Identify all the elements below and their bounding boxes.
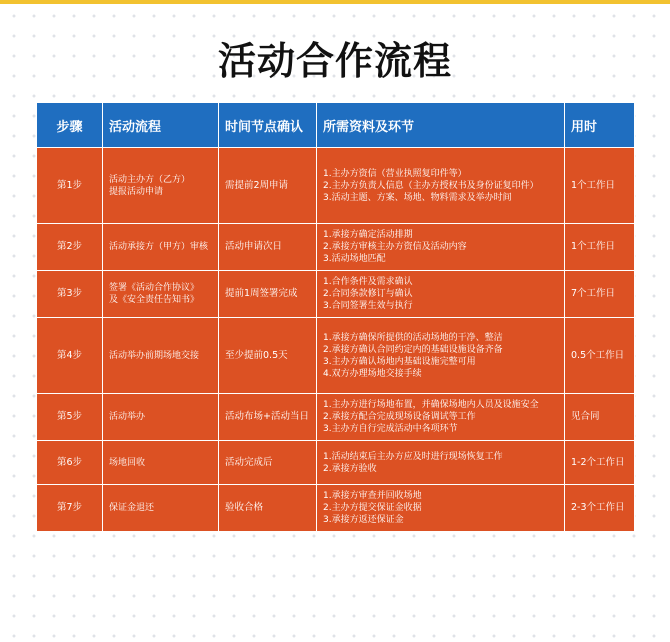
step-cell: 第2步 (37, 224, 103, 271)
process-line: 签署《活动合作协议》 (109, 283, 200, 293)
requirement-line: 1.承接方确定活动排期 (323, 230, 413, 240)
time-cell: 活动申请次日 (219, 224, 317, 271)
header-time: 时间节点确认 (219, 103, 317, 148)
process-cell (103, 271, 219, 318)
header-step: 步骤 (37, 103, 103, 148)
requirements-cell (317, 318, 565, 394)
step-cell: 第3步 (37, 271, 103, 318)
table-row (37, 318, 635, 394)
table-row (37, 148, 635, 224)
process-table-container (36, 102, 634, 525)
requirement-line: 3.承接方返还保证金 (323, 515, 404, 525)
duration-cell: 7个工作日 (565, 271, 635, 318)
process-line: 活动举办前期场地交接 (109, 350, 200, 361)
table-row (37, 485, 635, 532)
requirement-line: 3.活动场地匹配 (323, 254, 386, 264)
duration-cell: 1-2个工作日 (565, 441, 635, 485)
process-line: 活动承接方（甲方）审核 (109, 242, 209, 252)
process-table (36, 102, 635, 532)
time-cell: 活动布场+活动当日 (219, 394, 317, 441)
process-line: 场地回收 (109, 457, 146, 468)
requirement-line: 3.活动主题、方案、场地、物料需求及举办时间 (323, 192, 512, 203)
requirements-cell (317, 441, 565, 485)
requirement-line: 2.合同条款修订与确认 (323, 289, 413, 299)
header-duration: 用时 (565, 103, 635, 148)
duration-cell: 1个工作日 (565, 224, 635, 271)
process-cell (103, 318, 219, 394)
header-process: 活动流程 (103, 103, 219, 148)
duration-cell: 1个工作日 (565, 148, 635, 224)
table-row (37, 271, 635, 318)
requirement-line: 2.承接方验收 (323, 463, 377, 474)
time-cell: 提前1周签署完成 (219, 271, 317, 318)
requirement-line: 1.合作条件及需求确认 (323, 277, 413, 287)
requirements-cell (317, 148, 565, 224)
requirement-line: 1.承接方确保所提供的活动场地的干净、整洁 (323, 332, 503, 343)
requirements-cell (317, 394, 565, 441)
step-cell: 第5步 (37, 394, 103, 441)
requirement-line: 3.主办方确认场地内基础设施完整可用 (323, 356, 476, 367)
requirements-cell (317, 224, 565, 271)
process-line: 及《安全责任告知书》 (109, 295, 200, 305)
process-line: 提报活动申请 (109, 186, 164, 197)
duration-cell: 2-3个工作日 (565, 485, 635, 532)
requirement-line: 1.主办方资信（营业执照复印件等） (323, 168, 467, 179)
top-accent-bar (0, 0, 670, 4)
requirement-line: 2.承接方配合完成现场设备调试等工作 (323, 412, 476, 422)
requirement-line: 2.承接方审核主办方资信及活动内容 (323, 242, 467, 252)
table-header-row (37, 103, 635, 148)
process-line: 活动主办方（乙方） (109, 174, 191, 185)
process-cell (103, 394, 219, 441)
requirement-line: 1.承接方审查并回收场地 (323, 491, 422, 501)
requirement-line: 2.承接方确认合同约定内的基础设施设备齐备 (323, 344, 503, 355)
requirement-line: 3.合同签署生效与执行 (323, 301, 413, 311)
process-cell (103, 485, 219, 532)
table-row (37, 394, 635, 441)
time-cell: 需提前2周申请 (219, 148, 317, 224)
process-line: 保证金退还 (109, 503, 155, 513)
requirement-line: 2.主办方提交保证金收据 (323, 503, 422, 513)
step-cell: 第4步 (37, 318, 103, 394)
time-cell: 至少提前0.5天 (219, 318, 317, 394)
requirement-line: 2.主办方负责人信息（主办方授权书及身份证复印件） (323, 180, 539, 191)
page-title: 活动合作流程 (217, 39, 452, 83)
duration-cell: 见合同 (565, 394, 635, 441)
requirement-line: 1.主办方进行场地布置，并确保场地内人员及设施安全 (323, 400, 539, 410)
process-cell (103, 148, 219, 224)
table-row (37, 224, 635, 271)
time-cell: 活动完成后 (219, 441, 317, 485)
requirements-cell (317, 485, 565, 532)
table-row (37, 441, 635, 485)
time-cell: 验收合格 (219, 485, 317, 532)
process-line: 活动举办 (109, 412, 146, 422)
duration-cell: 0.5个工作日 (565, 318, 635, 394)
requirement-line: 1.活动结束后主办方应及时进行现场恢复工作 (323, 451, 503, 462)
requirements-cell (317, 271, 565, 318)
step-cell: 第6步 (37, 441, 103, 485)
process-cell (103, 224, 219, 271)
step-cell: 第7步 (37, 485, 103, 532)
requirement-line: 4.双方办理场地交接手续 (323, 368, 422, 379)
header-requirements: 所需资料及环节 (317, 103, 565, 148)
process-cell (103, 441, 219, 485)
requirement-line: 3.主办方自行完成活动中各项环节 (323, 424, 458, 434)
step-cell: 第1步 (37, 148, 103, 224)
